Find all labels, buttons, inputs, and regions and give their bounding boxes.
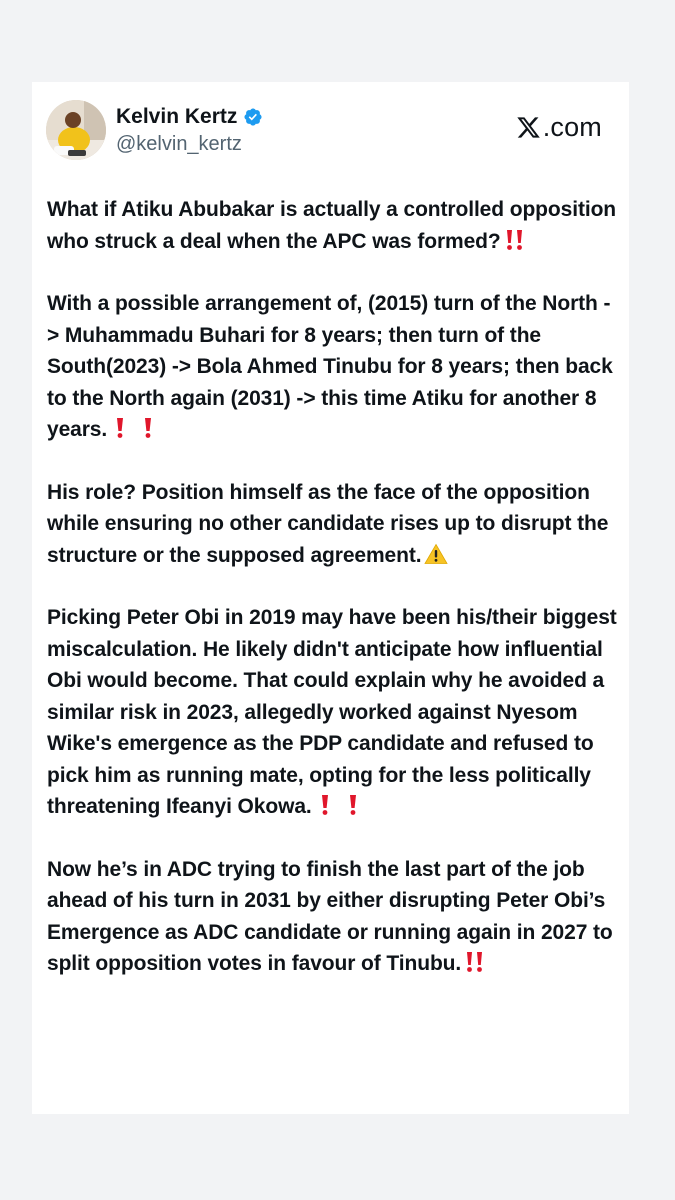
warning-icon [424,543,448,565]
tweet-header [46,100,616,160]
paragraph-text: His role? Position himself as the face of the opposition while ensuring no other candidate rises up to disrupt the structure or the supposed agreement. [47,480,609,567]
tweet-paragraph [47,194,617,257]
author-names [116,105,263,157]
x-logo-icon [516,115,541,140]
tweet-text [47,194,617,1011]
avatar[interactable] [46,100,106,160]
tweet-paragraph [47,288,617,446]
brand-watermark [516,112,602,143]
brand-label: .com [542,112,602,142]
paragraph-text: What if Atiku Abubakar is actually a controlled opposition who struck a deal when the APC was formed? [47,198,617,253]
paragraph-text: With a possible arrangement of, (2015) turn of the North -> Muhammadu Buhari for 8 years; then turn of the South(2023) -> Bola Ahmed Tinubu for 8 years; then back to the North again (2031) -> this time Atiku for another 8 years. [47,292,613,441]
tweet-paragraph [47,477,617,572]
paragraph-text: Picking Peter Obi in 2019 may have been his/their biggest miscalculation. He likely didn't anticipate how influential Obi would become. That could explain why he avoided a similar risk in 2023, allegedly worked against Nyesom Wike's emergence as the PDP candidate and refused to pick him as running mate, opting for the less politically threatening Ifeanyi Okowa. [47,606,617,818]
verified-badge-icon [243,107,263,127]
tweet-paragraph [47,602,617,823]
author-handle[interactable]: @kelvin_kertz [116,133,242,155]
tweet-paragraph [47,854,617,980]
tweet-card [32,82,629,1114]
double-exclamation-icon [504,229,526,251]
exclamation-icon [138,417,158,439]
exclamation-icon [343,794,363,816]
double-exclamation-icon [464,951,486,973]
avatar-image [46,100,106,160]
exclamation-icon [315,794,335,816]
exclamation-icon [110,417,130,439]
paragraph-text: Now he’s in ADC trying to finish the last part of the job ahead of his turn in 2031 by either disrupting Peter Obi’s Emergence as ADC candidate or running again in 2027 to split opposition votes in favour of Tinubu. [47,857,613,975]
author-display-name[interactable]: Kelvin Kertz [116,105,238,128]
